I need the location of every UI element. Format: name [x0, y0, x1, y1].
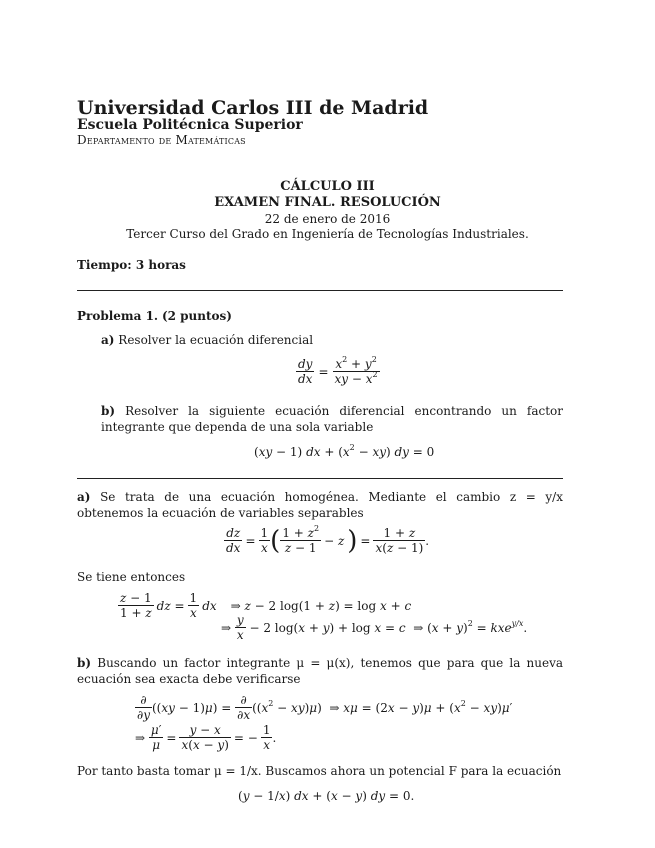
problem-part-a: [101, 333, 313, 347]
solution-b: [77, 655, 563, 687]
equation-integration-2: ⇒ $\frac{y}{x}$ − 2 log(x + y) + log x = c ⇒ $(x + y)^2 = kxe^{y/x}$.: [221, 613, 528, 642]
divider-top: [77, 290, 563, 291]
equation-mu: ⇒ $\frac{\mu'}{\mu}$ = $\frac{y - x}{x(x - y)}$ = − $\frac{1}{x}$ .: [135, 723, 277, 752]
exam-date: 22 de enero de 2016: [264, 212, 391, 226]
solution-a-label: a): [77, 490, 91, 504]
university-name: Universidad Carlos III de Madrid: [77, 97, 429, 119]
solution-a-text: Se trata de una ecuación homogénea. Mediante el cambio z = y/x obtenemos la ecuación de variables separables: [77, 490, 563, 520]
exam-duration: Tiempo: 3 horas: [77, 258, 186, 272]
solution-a: [77, 489, 563, 521]
school-name: Escuela Politécnica Superior: [77, 117, 303, 133]
exam-title: EXAMEN FINAL. RESOLUCIÓN: [214, 195, 441, 210]
divider-solution: [77, 478, 563, 479]
equation-exactness: $\frac{\partial}{\partial y}$ ((xy − 1)μ) = $\frac{\partial}{\partial x}$ $((x^2 - xy)\mu)$ ⇒ $x\mu = (2x - y)\mu + (x^2 - xy)\mu'$: [137, 693, 513, 722]
part-a-text: Resolver la ecuación diferencial: [118, 333, 314, 347]
problem-heading: [77, 309, 232, 323]
course-title: CÁLCULO III: [280, 179, 375, 194]
equation-separable: $\frac{dz}{dx}$ = $\frac{1}{x}$ ( $\frac{1 + z^2}{z - 1}$ − z ) = $\frac{1 + z}{x(z - 1)}$ .: [226, 524, 430, 556]
problem-number: Problema 1.: [77, 309, 159, 323]
equation-a: $\frac{dy}{dx}$ = $\frac{x^2 + y^2}{xy - x^2}$: [298, 355, 378, 386]
problem-points: (2 puntos): [161, 309, 232, 323]
solution-b-text: Buscando un factor integrante μ = μ(x), tenemos que para que la nueva ecuación sea exacta debe verificarse: [77, 656, 563, 686]
part-b-text: Resolver la siguiente ecuación diferencial encontrando un factor integrante que dependa de una sola variable: [101, 404, 563, 434]
department-name: Departamento de Matemáticas: [77, 133, 246, 147]
then-text: Se tiene entonces: [77, 570, 186, 584]
equation-b: (xy − 1) dx + $(x^2 - xy)$ dy = 0: [254, 443, 435, 459]
equation-integration-1: $\frac{z - 1}{1 + z}$ dz = $\frac{1}{x}$ dx ⇒ z − 2 log(1 + z) = log x + c: [120, 591, 412, 620]
part-a-label: a): [101, 333, 115, 347]
solution-b-label: b): [77, 656, 92, 670]
degree-line: Tercer Curso del Grado en Ingeniería de Tecnologías Industriales.: [126, 227, 529, 241]
part-b-label: b): [101, 404, 116, 418]
problem-part-b: [101, 403, 563, 435]
equation-potential: (y − 1/x) dx + (x − y) dy = 0.: [238, 789, 415, 803]
solution-final-text: Por tanto basta tomar μ = 1/x. Buscamos ahora un potencial F para la ecuación: [77, 764, 562, 778]
